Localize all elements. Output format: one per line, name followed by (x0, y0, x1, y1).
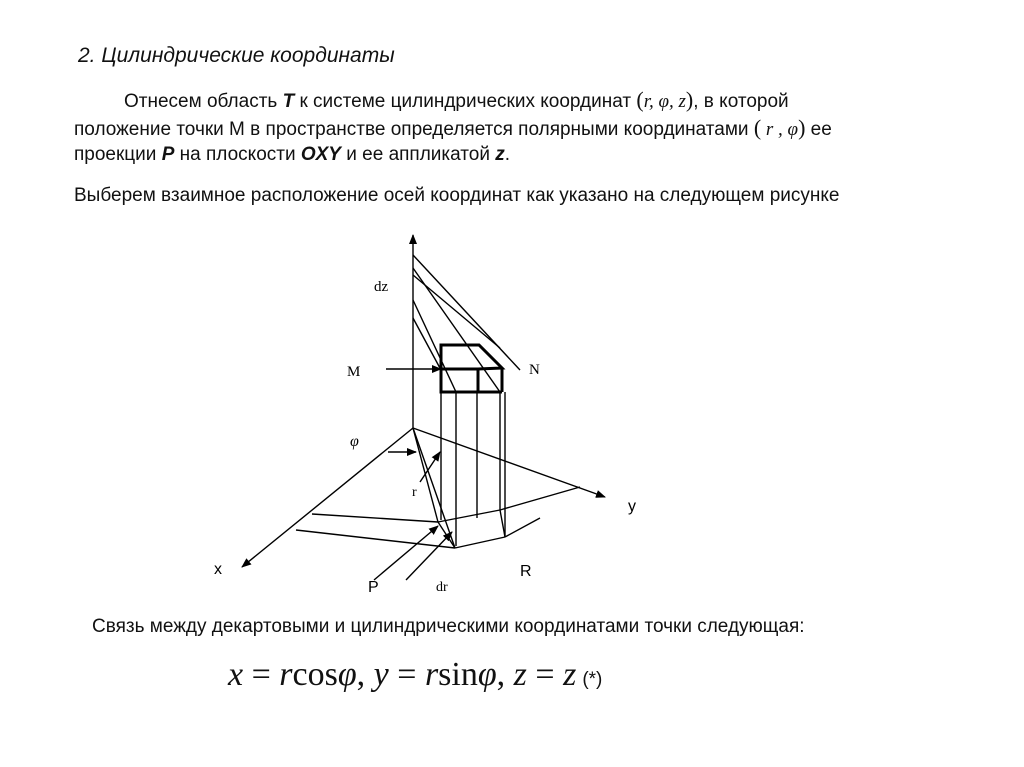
label-dz: dz (374, 279, 389, 295)
intro-text: Отнесем область (124, 91, 283, 112)
coords-rphiz: (r, φ, z) (636, 87, 694, 112)
label-y: y (628, 498, 636, 515)
formula-tag: (*) (582, 669, 603, 690)
x-axis (242, 428, 413, 567)
conversion-formula: x = rcosφ, y = rsinφ, z = z (*) (228, 656, 603, 693)
arc-R-outer (505, 518, 540, 537)
label-P: P (368, 579, 379, 596)
fan-line (413, 255, 520, 370)
plane-oxy: OXY (300, 144, 341, 165)
label-R: R (520, 563, 532, 580)
point-p: P (161, 144, 175, 165)
y-axis (413, 428, 605, 497)
arc-R (455, 537, 505, 548)
intro-text: , в которой (693, 91, 789, 112)
coords-rphi: ( r , φ) (753, 115, 806, 140)
label-r: r (412, 485, 417, 500)
x-projection (296, 530, 455, 548)
choose-axes-text: Выберем взаимное расположение осей координат как указано на следующем рисунке (74, 185, 840, 206)
intro-text: . (504, 144, 511, 165)
label-x: x (214, 561, 222, 578)
z-var: z (495, 144, 505, 165)
section-title: 2. Цилиндрические координаты (78, 44, 395, 67)
relation-text: Связь между декартовыми и цилиндрическими координатами точки следующая: (92, 616, 805, 637)
arc-r (438, 510, 500, 522)
label-dr: dr (436, 580, 448, 595)
arrow-P (374, 526, 438, 580)
region-t: T (282, 91, 295, 112)
intro-text: ее (805, 119, 832, 140)
fan-line (413, 275, 500, 348)
arc-r-outer (500, 487, 580, 510)
intro-text: к системе цилиндрических координат (294, 91, 637, 112)
arrow-dr (406, 532, 452, 580)
intro-text: на плоскости (174, 144, 301, 165)
fan-line (413, 318, 441, 370)
intro-text: проекции (74, 144, 162, 165)
intro-text: положение точки М в пространстве определяется полярными координатами (74, 119, 754, 140)
label-N: N (529, 362, 540, 378)
intro-text: и ее аппликатой (340, 144, 496, 165)
label-phi: φ (350, 433, 359, 450)
label-M: M (347, 364, 361, 380)
base-edge (500, 510, 505, 537)
x-projection (312, 514, 438, 522)
